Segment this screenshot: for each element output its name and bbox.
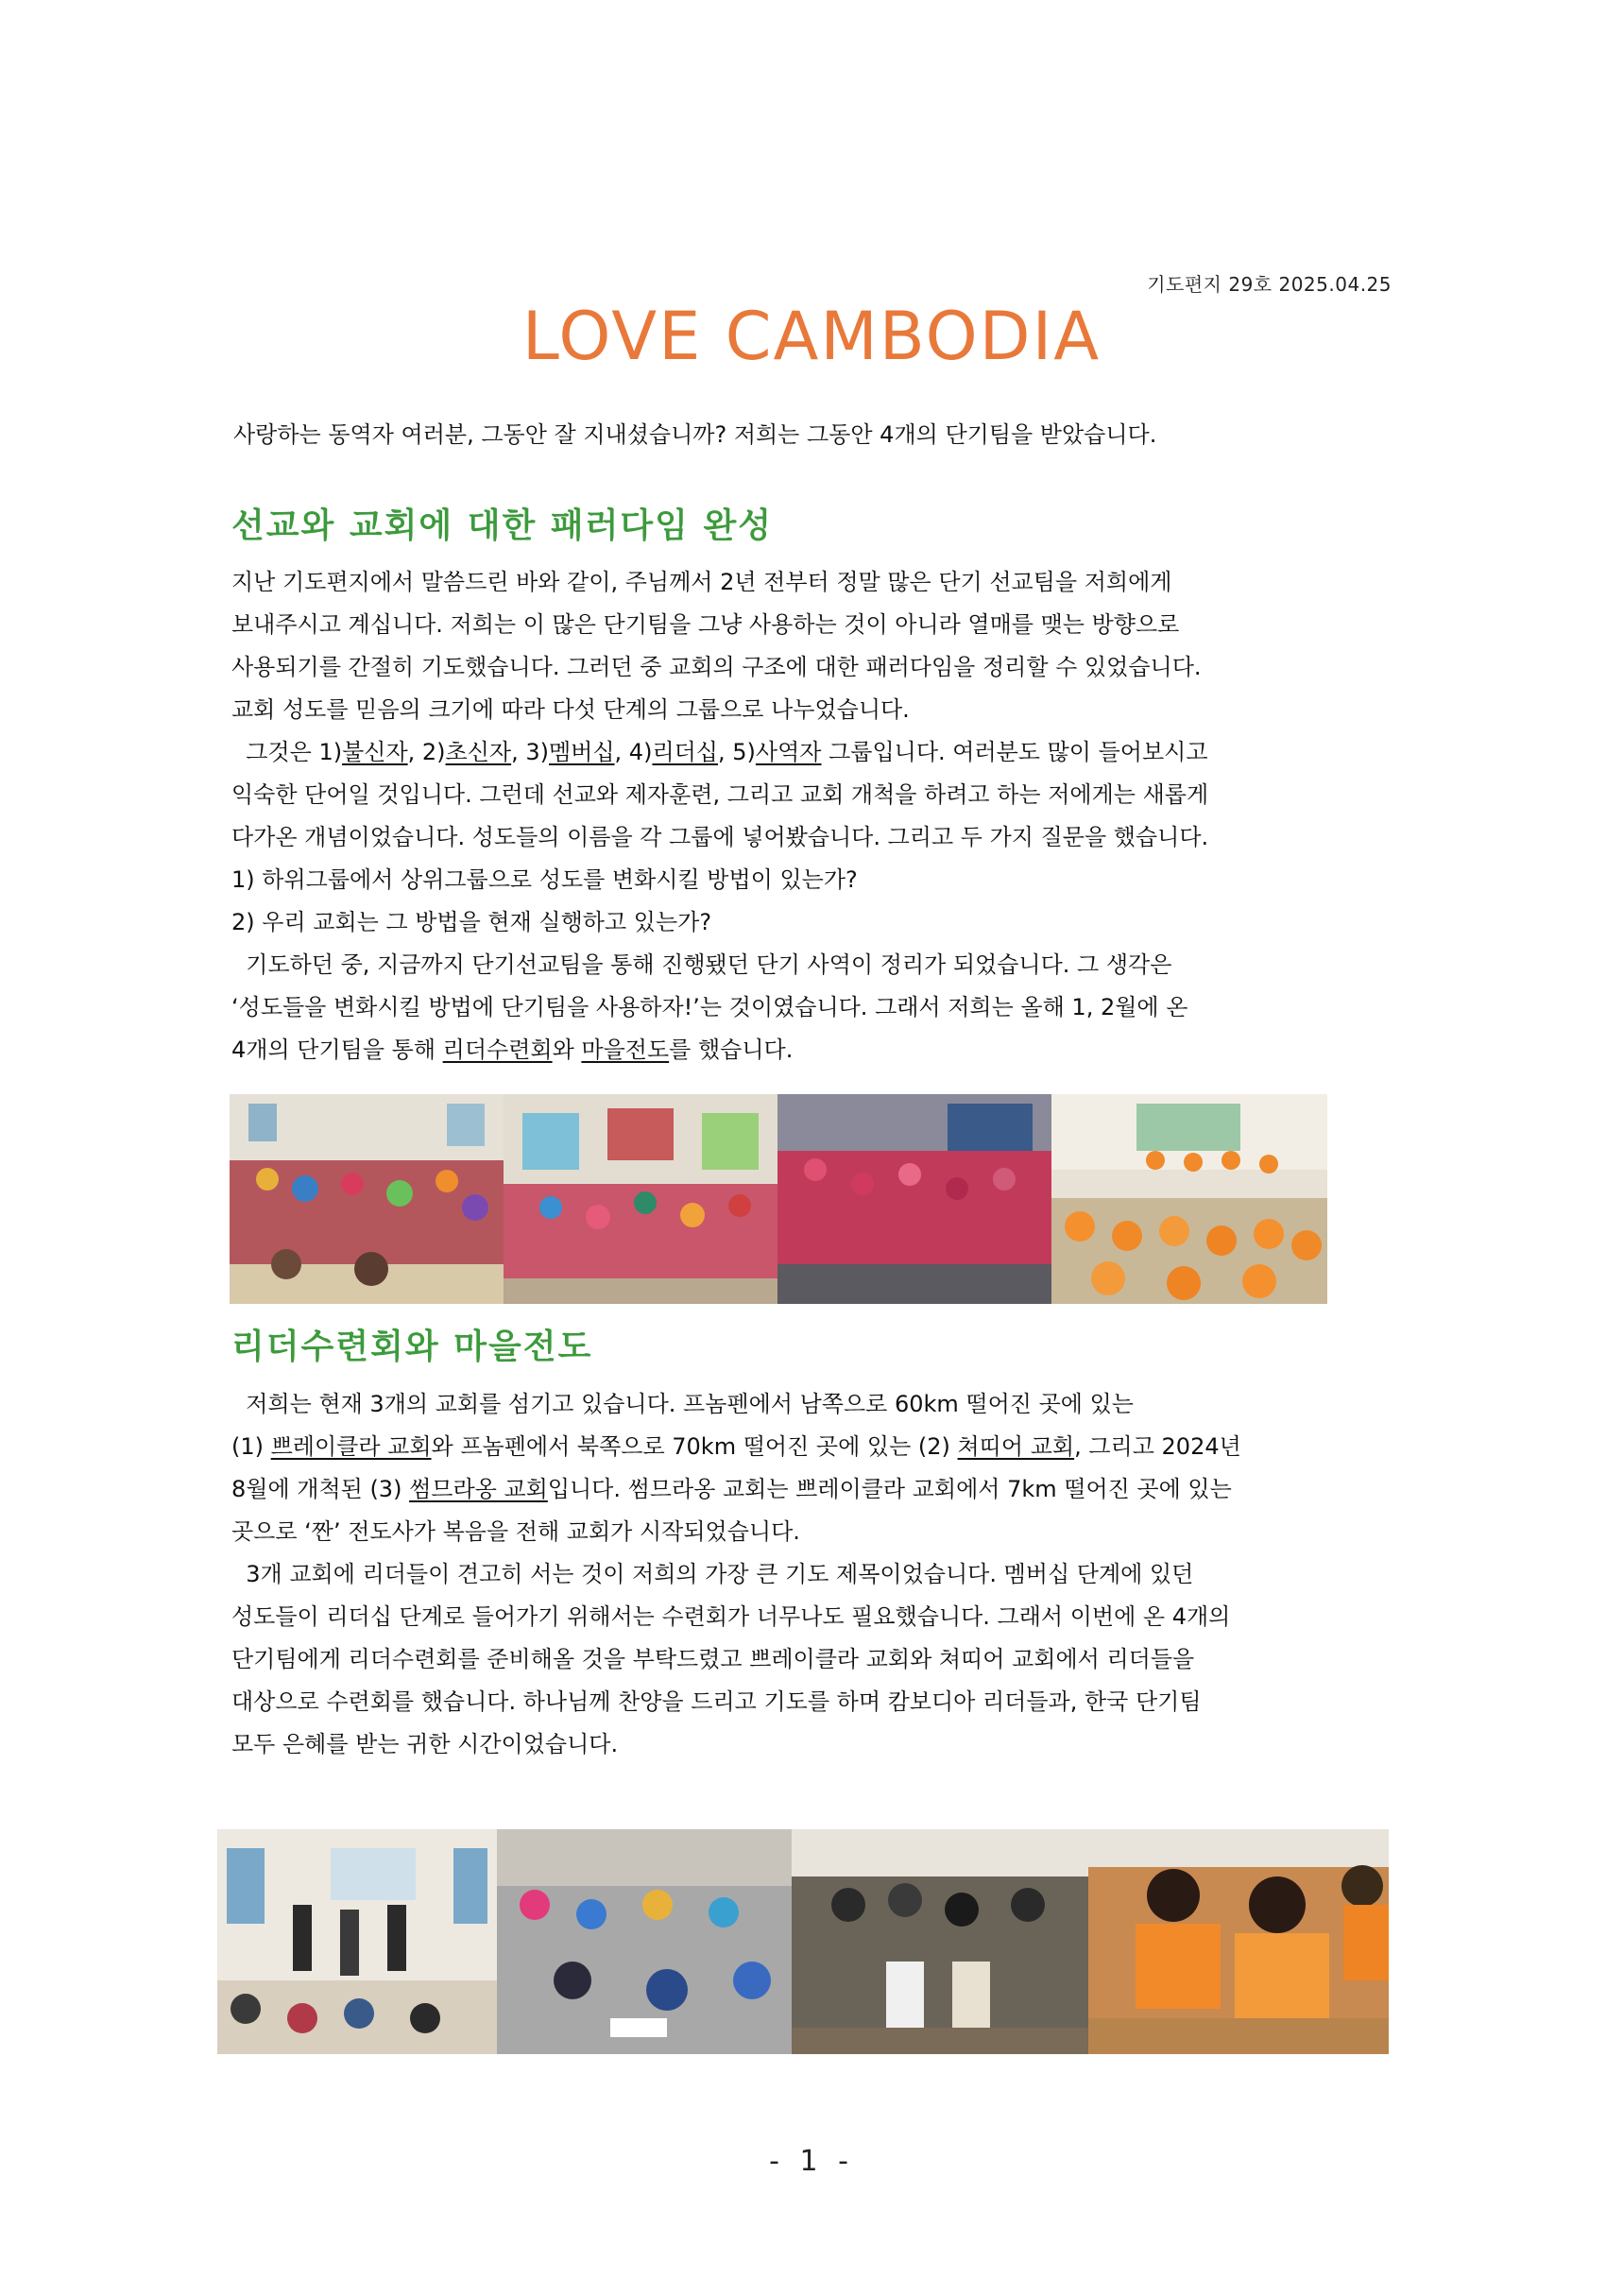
text-fragment: 와 프놈펜에서 북쪽으로 70km 떨어진 곳에 있는 (2) bbox=[431, 1433, 958, 1460]
leader-retreat-term: 리더수련회 bbox=[442, 1037, 553, 1063]
text-fragment: 8월에 개척된 (3) bbox=[231, 1476, 410, 1502]
text-line: 1) 하위그룹에서 상위그룹으로 성도를 변화시킬 방법이 있는가? bbox=[231, 866, 858, 893]
text-fragment: 그룹입니다. 여러분도 많이 들어보시고 bbox=[821, 739, 1208, 765]
photo-strip-1 bbox=[230, 1094, 1327, 1304]
text-fragment: , 그리고 2024년 bbox=[1074, 1433, 1241, 1460]
text-line: 대상으로 수련회를 했습니다. 하나님께 찬양을 드리고 기도를 하며 캄보디아 리더들과, 한국 단기팀 bbox=[231, 1688, 1202, 1715]
village-evangelism-term: 마을전도 bbox=[581, 1037, 670, 1063]
text-line: 3개 교회에 리더들이 견고히 서는 것이 저희의 가장 큰 기도 제목이었습니다. 멤버십 단계에 있던 bbox=[231, 1561, 1194, 1587]
text-fragment: , 2) bbox=[407, 739, 446, 765]
photo-image bbox=[792, 1829, 1088, 2054]
photo-image bbox=[504, 1094, 777, 1304]
text-line: 다가온 개념이었습니다. 성도들의 이름을 각 그룹에 넣어봤습니다. 그리고 두 가지 질문을 했습니다. bbox=[231, 824, 1209, 850]
church-founded-line bbox=[231, 1468, 1403, 1511]
text-line: ‘성도들을 변화시킬 방법에 단기팀을 사용하자!’는 것이였습니다. 그래서 저희는 올해 1, 2월에 온 bbox=[231, 994, 1188, 1020]
text-line: 지난 기도편지에서 말씀드린 바와 같이, 주님께서 2년 전부터 정말 많은 단기 선교팀을 저희에게 bbox=[231, 569, 1172, 595]
text-line: 교회 성도를 믿음의 크기에 따라 다섯 단계의 그룹으로 나누었습니다. bbox=[231, 696, 910, 723]
section2-body bbox=[231, 1383, 1403, 1766]
group-new-believer: 초신자 bbox=[445, 739, 512, 765]
photo-prayer-circle bbox=[792, 1829, 1088, 2054]
text-fragment: 입니다. 썸므라옹 교회는 쁘레이클라 교회에서 7km 떨어진 곳에 있는 bbox=[547, 1476, 1232, 1502]
photo-worship-band bbox=[217, 1829, 497, 2054]
text-line: 모두 은혜를 받는 귀한 시간이었습니다. bbox=[231, 1731, 619, 1757]
text-line: 보내주시고 계십니다. 저희는 이 많은 단기팀을 그냥 사용하는 것이 아니라 열매를 맺는 방향으로 bbox=[231, 611, 1180, 638]
text-line: 저희는 현재 3개의 교회를 섬기고 있습니다. 프놈펜에서 남쪽으로 60km 떨어진 곳에 있는 bbox=[231, 1391, 1134, 1417]
photo-group-study-floor bbox=[497, 1829, 792, 2054]
photo-church-group bbox=[504, 1094, 777, 1304]
text-line: 성도들이 리더십 단계로 들어가기 위해서는 수련회가 너무나도 필요했습니다. 그래서 이번에 온 4개의 bbox=[231, 1603, 1231, 1630]
photo-image bbox=[230, 1094, 504, 1304]
photo-image bbox=[217, 1829, 497, 2054]
text-fragment: (1) bbox=[231, 1433, 271, 1460]
photo-image bbox=[497, 1829, 792, 2054]
text-fragment: 그것은 1) bbox=[231, 739, 343, 765]
group-minister: 사역자 bbox=[755, 739, 822, 765]
photo-image bbox=[1051, 1094, 1327, 1304]
photo-image bbox=[777, 1094, 1051, 1304]
section2-heading: 리더수련회와 마을전도 bbox=[231, 1328, 593, 1366]
text-fragment: , 4) bbox=[614, 739, 653, 765]
text-fragment: 4개의 단기팀을 통해 bbox=[231, 1037, 443, 1063]
photo-orange-shirts-seated bbox=[1051, 1094, 1327, 1304]
photo-church-children bbox=[230, 1094, 504, 1304]
text-fragment: 를 했습니다. bbox=[669, 1037, 794, 1063]
text-line: 단기팀에게 리더수련회를 준비해올 것을 부탁드렸고 쁘레이클라 교회와 쳐띠어 교회에서 리더들을 bbox=[231, 1646, 1195, 1672]
section1-body bbox=[231, 561, 1403, 1071]
groups-line bbox=[231, 731, 1403, 774]
text-line: 사용되기를 간절히 기도했습니다. 그러던 중 교회의 구조에 대한 패러다임을 정리할 수 있었습니다. bbox=[231, 654, 1202, 680]
page-title: LOVE CAMBODIA bbox=[521, 298, 1102, 375]
last-line bbox=[231, 1029, 1403, 1071]
text-line: 곳으로 ‘짠’ 전도사가 복음을 전해 교회가 시작되었습니다. bbox=[231, 1518, 800, 1545]
text-line: 2) 우리 교회는 그 방법을 현재 실행하고 있는가? bbox=[231, 909, 712, 935]
photo-children-red-shirts bbox=[777, 1094, 1051, 1304]
photo-prayer-orange-shirts bbox=[1088, 1829, 1389, 2054]
text-fragment: , 5) bbox=[718, 739, 756, 765]
church-chheuteal: 쳐띠어 교회 bbox=[957, 1433, 1075, 1460]
church-preyklar: 쁘레이클라 교회 bbox=[270, 1433, 432, 1460]
page-number: - 1 - bbox=[769, 2145, 854, 2178]
text-fragment: 와 bbox=[552, 1037, 582, 1063]
photo-image bbox=[1088, 1829, 1389, 2054]
text-fragment: , 3) bbox=[511, 739, 549, 765]
group-membership: 멤버십 bbox=[548, 739, 615, 765]
churches-line bbox=[231, 1426, 1403, 1468]
text-line: 기도하던 중, 지금까지 단기선교팀을 통해 진행됐던 단기 사역이 정리가 되었습니다. 그 생각은 bbox=[231, 951, 1172, 978]
group-unbeliever: 불신자 bbox=[342, 739, 408, 765]
issue-date: 기도편지 29호 2025.04.25 bbox=[1147, 273, 1392, 296]
group-leadership: 리더십 bbox=[652, 739, 718, 765]
text-line: 익숙한 단어일 것입니다. 그런데 선교와 제자훈련, 그리고 교회 개척을 하려고 하는 저에게는 새롭게 bbox=[231, 781, 1209, 808]
greeting-text: 사랑하는 동역자 여러분, 그동안 잘 지내셨습니까? 저희는 그동안 4개의 단기팀을 받았습니다. bbox=[233, 421, 1157, 448]
section1-heading: 선교와 교회에 대한 패러다임 완성 bbox=[231, 506, 773, 545]
church-sommraong: 썸므라옹 교회 bbox=[409, 1476, 548, 1502]
photo-strip-2 bbox=[217, 1829, 1389, 2054]
